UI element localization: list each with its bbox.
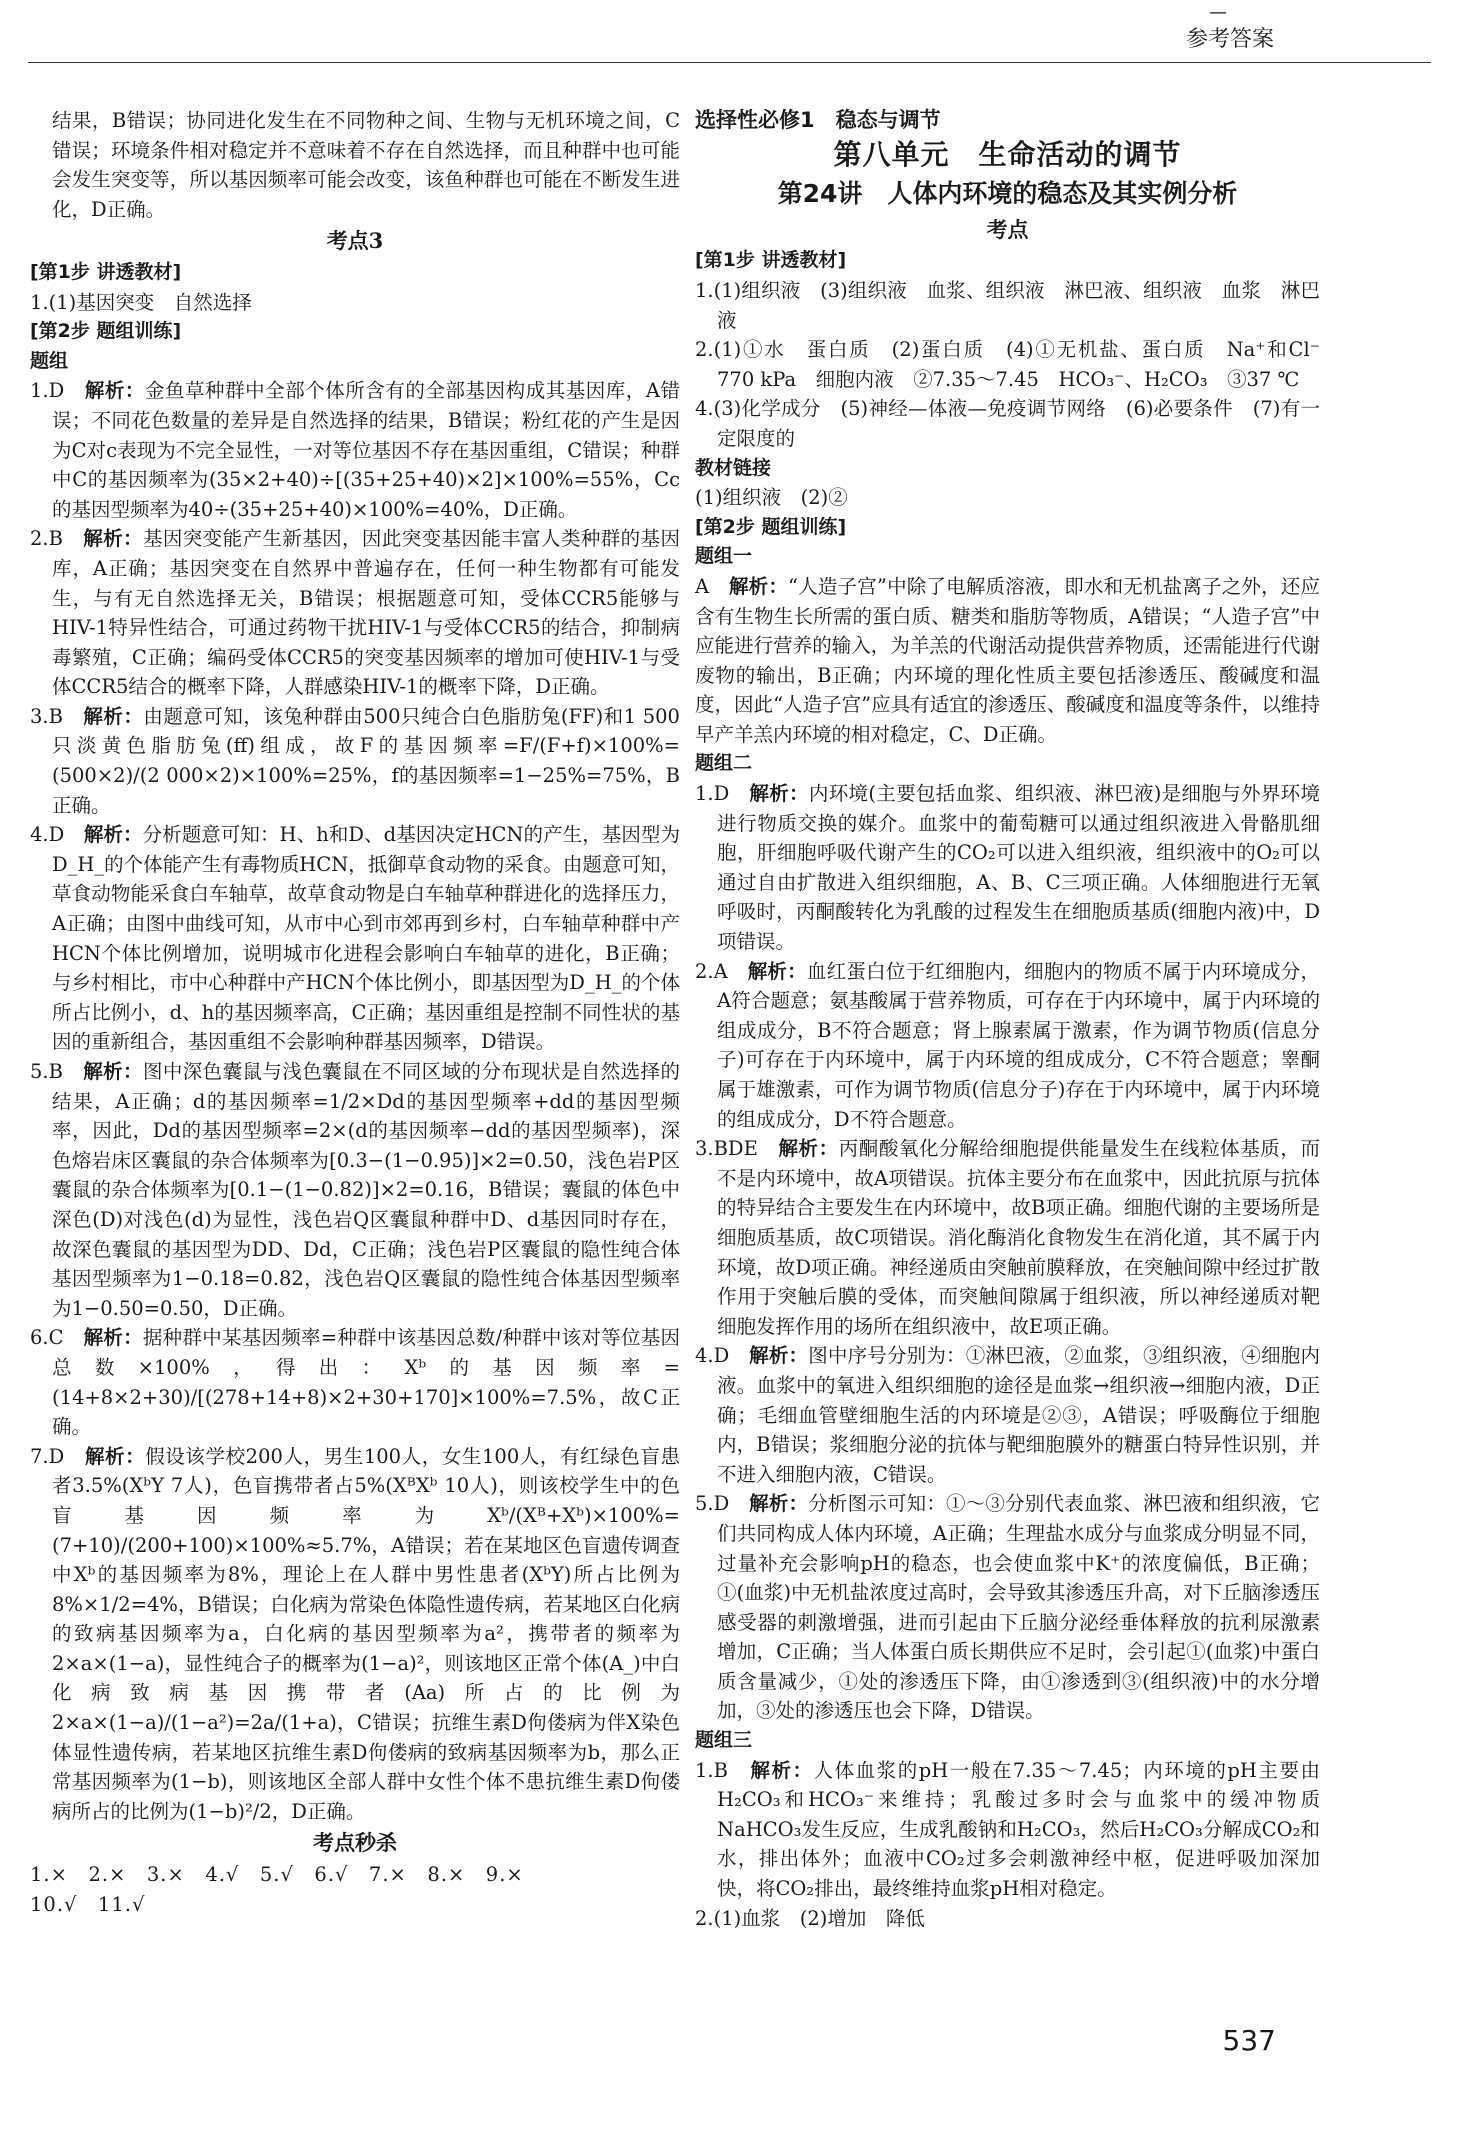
group2-heading: 题组二 — [695, 752, 753, 775]
left-intro: 结果，B错误；协同进化发生在不同物种之间、生物与无机环境之间，C错误；环境条件相对稳定并不意味着不存在自然选择，而且种群中也可能会发生突变等，所以基因频率可能会改变，该鱼种群也可能在不断发生进化，D正确。 — [52, 109, 680, 221]
answer-head: 1.B — [695, 1758, 728, 1782]
left-step1-heading: [第1步 讲透教材] — [30, 260, 182, 283]
analysis-label: 解析： — [83, 527, 143, 551]
answer-head: A — [695, 574, 710, 598]
answer-head: 2.A — [695, 959, 728, 983]
miaosha-row-2: 10.√ 11.√ — [30, 1892, 146, 1916]
answer-item — [30, 1442, 680, 1827]
answer-head: 4.D — [695, 1344, 730, 1368]
step1-line: 4.(3)化学成分 (5)神经—体液—免疫调节网络 (6)必要条件 (7)有一定限度的 — [695, 397, 1320, 450]
answer-item — [695, 1756, 1320, 1904]
answer-item — [695, 779, 1320, 957]
analysis-label: 解析： — [83, 823, 143, 847]
right-step1-heading: [第1步 讲透教材] — [695, 249, 847, 272]
analysis-label: 解析： — [84, 1444, 146, 1468]
answer-item — [30, 702, 680, 820]
analysis-label: 解析： — [778, 1137, 839, 1161]
answer-head: 1.D — [30, 379, 65, 403]
right-column — [695, 106, 1340, 1933]
analysis-label: 解析： — [728, 574, 789, 598]
step1-line: 1.(1)组织液 (3)组织液 血浆、组织液 淋巴液、组织液 血浆 淋巴液 — [695, 278, 1320, 332]
miaosha-title: 考点秒杀 — [313, 1830, 397, 1856]
analysis-label: 解析： — [749, 1492, 809, 1516]
analysis-label: 解析： — [83, 704, 144, 728]
answer-text: 分析图示可知：①～③分别代表血浆、淋巴液和组织液，它们共同构成人体内环境，A正确；生理盐水成分与血浆成分明显不同，过量补充会影响pH的稳态，也会使血浆中K⁺的浓度偏低，B正确；①(血浆)中无机盐浓度过高时，会导致其渗透压升高，对下丘脑渗透压感受器的刺激增强，进而引起由下丘脑分泌经垂体释放的抗利尿激素增加，C正确；当人体蛋白质长期供应不足时，会引起①(血浆)中蛋白质含量减少，①处的渗透压下降，由①渗透到③(组织液)中的水分增加，③处的渗透压也会下降，D错误。 — [717, 1492, 1320, 1723]
section-title: 选择性必修1 稳态与调节 — [695, 108, 941, 132]
answer-text: 金鱼草种群中全部个体所含有的全部基因构成其基因库，A错误；不同花色数量的差异是自然选择的结果，B错误；粉红花的产生是因为C对c表现为不完全显性，一对等位基因不存在基因重组，C错误；种群中C的基因频率为(35×2+40)÷[(35+25+40)×2]×100%=55%，Cc的基因型频率为40÷(35+25+40)×100%=40%，D正确。 — [52, 379, 680, 521]
left-group-heading: 题组 — [30, 349, 69, 372]
header-label: 参考答案 — [1185, 27, 1274, 52]
left-step1-answer: 1.(1)基因突变 自然选择 — [30, 290, 252, 314]
answer-text: 丙酮酸氧化分解给细胞提供能量发生在线粒体基质，而不是内环境中，故A项错误。抗体主要分布在血浆中，因此抗原与抗体的特异结合主要发生在内环境中，故B项正确。细胞代谢的主要场所是细胞质基质，故C项错误。消化酶消化食物发生在消化道，其不属于内环境，故D项正确。神经递质由突触前膜释放，在突触间隙中经过扩散作用于突触后膜的受体，而突触间隙属于组织液，所以神经递质对靶细胞发挥作用的场所在组织液中，故E项正确。 — [717, 1137, 1320, 1338]
header-mark: — — [1209, 2, 1227, 23]
answer-text: 血红蛋白位于红细胞内，细胞内的物质不属于内环境成分，A符合题意；氨基酸属于营养物质，可存在于内环境中，属于内环境的组成成分，B不符合题意；肾上腺素属于激素，作为调节物质(信息分子)可存在于内环境中，属于内环境的组成成分，C不符合题意；睾酮属于雄激素，可作为调节物质(信息分子)存在于内环境中，属于内环境的组成成分，D不符合题意。 — [717, 959, 1320, 1131]
left-column — [30, 106, 680, 1919]
page-header — [0, 0, 1459, 70]
analysis-label: 解析： — [749, 782, 809, 806]
answer-head: 2.B — [30, 527, 63, 551]
answer-head: 7.D — [30, 1444, 65, 1468]
answer-item — [30, 376, 680, 524]
analysis-label: 解析： — [83, 1060, 143, 1083]
answer-item — [30, 1323, 680, 1441]
answer-text: 图中深色囊鼠与浅色囊鼠在不同区域的分布现状是自然选择的结果，A正确；d的基因频率=1/2×Dd的基因型频率+dd的基因型频率，因此，Dd的基因型频率=2×(d的基因频率−dd的基因型频率)，深色熔岩床区囊鼠的杂合体频率为[0.3−(1−0.95)]×2=0.50，浅色岩P区囊鼠的杂合体频率为[0.1−(1−0.82)]×2=0.16，B错误；囊鼠的体色中深色(D)对浅色(d)为显性，浅色岩Q区囊鼠种群中D、d基因同时存在，故深色囊鼠的基因型为DD、Dd，C正确；浅色岩P区囊鼠的隐性纯合体基因型频率为1−0.18=0.82，浅色岩Q区囊鼠的隐性纯合体基因型频率为1−0.50=0.50，D正确。 — [52, 1060, 680, 1320]
page-number: 537 — [1222, 2024, 1276, 2057]
lecture-title: 第24讲 人体内环境的稳态及其实例分析 — [777, 179, 1238, 209]
analysis-label: 解析： — [84, 379, 145, 403]
answer-head: 3.BDE — [695, 1137, 758, 1161]
answer-head: 4.D — [30, 823, 65, 847]
analysis-label: 解析： — [750, 1758, 814, 1782]
analysis-label: 解析： — [83, 1326, 143, 1350]
textbook-link-answer: (1)组织液 (2)② — [695, 486, 848, 510]
group3-item-2: 2.(1)血浆 (2)增加 降低 — [695, 1906, 925, 1930]
answer-item — [695, 957, 1320, 1135]
answer-head: 3.B — [30, 704, 63, 728]
group1-heading: 题组一 — [695, 545, 753, 568]
answer-text: 由题意可知，该兔种群由500只纯合白色脂肪兔(FF)和1 500只淡黄色脂肪兔(ff)组成，故F的基因频率=F/(F+f)×100%=(500×2)/(2 000×2)×100%=25%，f的基因频率=1−25%=75%，B正确。 — [52, 704, 680, 817]
answer-head: 5.D — [695, 1492, 730, 1516]
answer-item — [30, 820, 680, 1057]
step1-line: 2.(1)①水 蛋白质 (2)蛋白质 (4)①无机盐、蛋白质 Na⁺和Cl⁻ 770 kPa 细胞内液 ②7.35～7.45 HCO₃⁻、H₂CO₃ ③37 ℃ — [695, 338, 1340, 391]
answer-text: 人体血浆的pH一般在7.35～7.45；内环境的pH主要由H₂CO₃和HCO₃⁻来维持；乳酸过多时会与血浆中的缓冲物质NaHCO₃发生反应，生成乳酸钠和H₂CO₃，然后H₂CO₃分解成CO₂和水，排出体外；血液中CO₂过多会刺激神经中枢，促进呼吸加深加快，将CO₂排出，最终维持血浆pH相对稳定。 — [717, 1758, 1320, 1901]
answer-text: 据种群中某基因频率=种群中该基因总数/种群中该对等位基因总数×100%，得出：Xᵇ的基因频率=(14+8×2+30)/[(278+14+8)×2+30+170]×100%=7.5%，故C正确。 — [52, 1326, 680, 1439]
answer-text: 基因突变能产生新基因，因此突变基因能丰富人类种群的基因库，A正确；基因突变在自然界中普遍存在，任何一种生物都有可能发生，与有无自然选择无关，B错误；根据题意可知，受体CCR5能够与HIV-1特异性结合，可通过药物干扰HIV-1与受体CCR5的结合，抑制病毒繁殖，C正确；编码受体CCR5的突变基因频率的增加可使HIV-1与受体CCR5结合的概率下降，人群感染HIV-1的概率下降，D正确。 — [52, 527, 680, 699]
unit-title: 第八单元 生命活动的调节 — [833, 137, 1182, 171]
answer-text: 分析题意可知：H、h和D、d基因决定HCN的产生，基因型为D_H_的个体能产生有毒物质HCN，抵御草食动物的采食。由题意可知，草食动物能采食白车轴草，故草食动物是白车轴草种群进化的选择压力，A正确；由图中曲线可知，从市中心到市郊再到乡村，白车轴草种群中产HCN个体比例增加，说明城市化进程会影响白车轴草的进化，B正确；与乡村相比，市中心种群中产HCN个体比例小，即基因型为D_H_的个体所占比例小，d、h的基因频率高，C正确；基因重组是控制不同性状的基因的重新组合，基因重组不会影响种群基因频率，D错误。 — [52, 823, 680, 1054]
answer-text: 图中序号分别为：①淋巴液，②血浆，③组织液，④细胞内液。血浆中的氧进入组织细胞的途径是血浆→组织液→细胞内液，D正确；毛细血管壁细胞生活的内环境是②③，A错误；呼吸酶位于细胞内，B错误；浆细胞分泌的抗体与靶细胞膜外的糖蛋白特异性识别，并不进入细胞内液，C错误。 — [717, 1344, 1320, 1486]
answer-item — [695, 1134, 1320, 1341]
answer-item — [30, 1057, 680, 1323]
analysis-label: 解析： — [749, 1344, 809, 1368]
answer-text: 假设该学校200人，男生100人，女生100人，有红绿色盲患者3.5%(XᵇY 7人)，色盲携带者占5%(XᴮXᵇ 10人)，则该校学生中的色盲基因频率为Xᵇ/(Xᴮ+Xᵇ)×100%=(7+10)/(200+100)×100%≈5.7%，A错误；若在某地区色盲遗传调查中Xᵇ的基因频率为8%，理论上在人群中男性患者(XᵇY)所占比例为8%×1/2=4%，B错误；白化病为常染色体隐性遗传病，若某地区白化病的致病基因频率为a，白化病的基因型频率为a²，携带者的频率为2×a×(1−a)，显性纯合子的概率为(1−a)²，则该地区正常个体(A_)中白化病致病基因携带者(Aa)所占的比例为2×a×(1−a)/(1−a²)=2a/(1+a)，C错误；抗维生素D佝偻病为伴X染色体显性遗传病，若某地区抗维生素D佝偻病的致病基因频率为b，那么正常基因频率为(1−b)，则该地区全部人群中女性个体不患抗维生素D佝偻病所占的比例为(1−b)²/2，D正确。 — [52, 1444, 680, 1823]
right-kaodian-title: 考点 — [986, 216, 1029, 242]
left-step2-heading: [第2步 题组训练] — [30, 320, 182, 343]
right-step2-heading: [第2步 题组训练] — [695, 515, 847, 538]
answer-head: 6.C — [30, 1326, 64, 1350]
answer-head: 5.B — [30, 1060, 63, 1083]
answer-head: 1.D — [695, 782, 730, 806]
answer-item — [695, 1341, 1320, 1489]
left-kaodian-title: 考点3 — [326, 228, 384, 254]
group1-answer — [695, 572, 1320, 750]
answer-item — [30, 524, 680, 702]
answer-text: “人造子宫”中除了电解质溶液，即水和无机盐离子之外，还应含有生物生长所需的蛋白质、糖类和脂肪等物质，A错误；“人造子宫”中应能进行营养的输入，为羊羔的代谢活动提供营养物质，还需能进行代谢废物的输出，B正确；内环境的理化性质主要包括渗透压、酸碱度和温度，因此“人造子宫”应具有适宜的渗透压、酸碱度和温度等条件，以维持早产羊羔内环境的相对稳定，C、D正确。 — [695, 574, 1320, 746]
miaosha-row-1: 1.× 2.× 3.× 4.√ 5.√ 6.√ 7.× 8.× 9.× — [30, 1863, 524, 1887]
header-rule — [28, 62, 1431, 63]
analysis-label: 解析： — [747, 959, 807, 983]
group3-heading: 题组三 — [695, 1729, 753, 1752]
answer-text: 内环境(主要包括血浆、组织液、淋巴液)是细胞与外界环境进行物质交换的媒介。血浆中的葡萄糖可以通过组织液进入骨骼肌细胞，肝细胞呼吸代谢产生的CO₂可以进入组织液，组织液中的O₂可以通过自由扩散进入组织细胞，A、B、C三项正确。人体细胞进行无氧呼吸时，丙酮酸转化为乳酸的过程发生在细胞质基质(细胞内液)中，D项错误。 — [717, 782, 1320, 954]
textbook-link-heading: 教材链接 — [695, 456, 772, 479]
answer-item — [695, 1489, 1320, 1726]
